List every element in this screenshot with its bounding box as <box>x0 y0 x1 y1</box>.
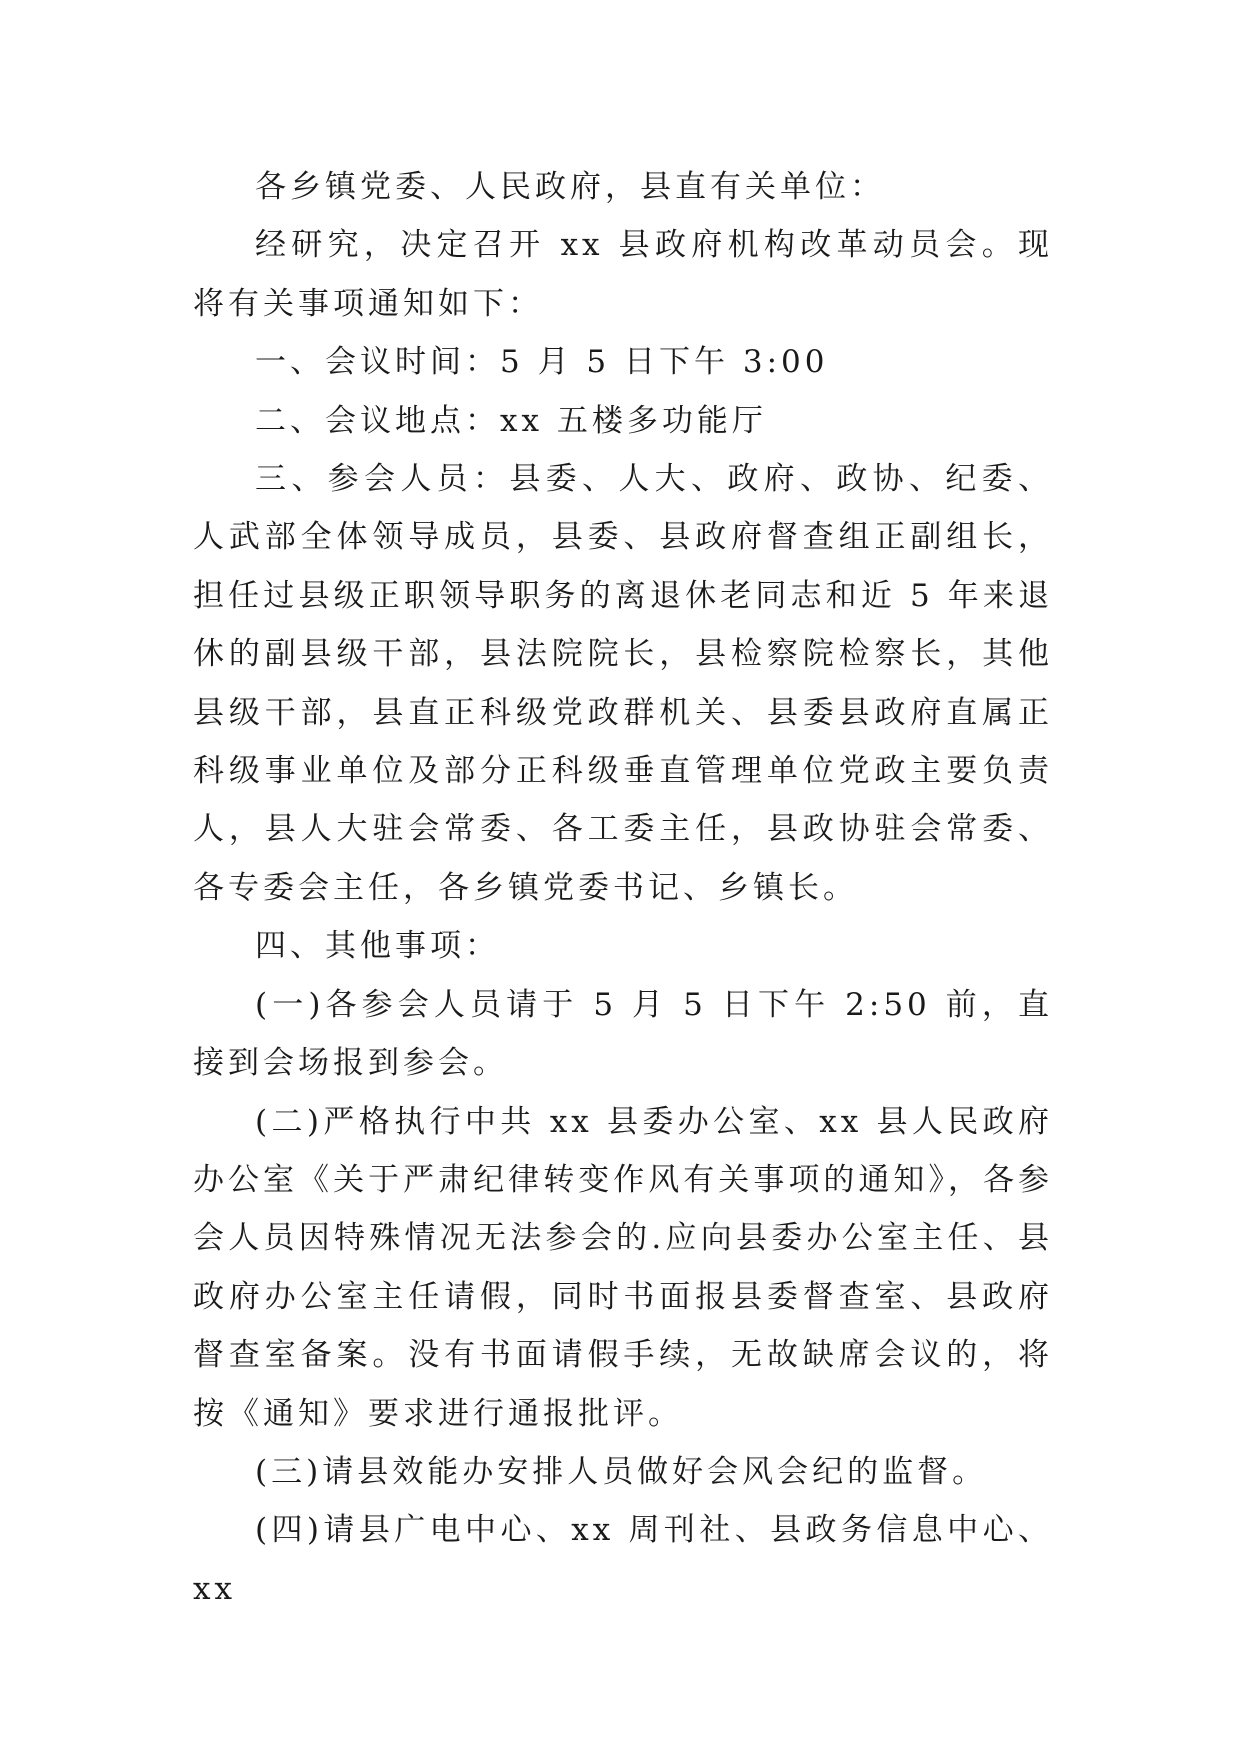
item-four: (四)请县广电中心、xx 周刊社、县政务信息中心、xx <box>193 1512 1053 1607</box>
intro-paragraph: 经研究，决定召开 xx 县政府机构改革动员会。现将有关事项通知如下： <box>193 227 1053 322</box>
item-three: (三)请县效能办安排人员做好会风会纪的监督。 <box>255 1453 988 1490</box>
salutation: 各乡镇党委、人民政府，县直有关单位： <box>255 169 885 205</box>
other-matters-heading: 四、其他事项： <box>255 928 500 965</box>
attendees-paragraph: 三、参会人员：县委、人大、政府、政协、纪委、人武部全体领导成员，县委、县政府督查组正副组长，担任过县级正职领导职务的离退休老同志和近 5 年来退休的副县级干部，县法院院长，县检察院检察长，其他县级干部，县直正科级党政群机关、县委县政府直属正科级事业单位及部分正科级垂直管理单位党政主要负责人，县人大驻会常委、各工委主任，县政协驻会常委、各专委会主任，各乡镇党委书记、乡镇长。 <box>193 461 1053 906</box>
document-body <box>193 158 1053 1618</box>
meeting-location: 二、会议地点：xx 五楼多功能厅 <box>255 402 767 439</box>
meeting-time: 一、会议时间：5 月 5 日下午 3:00 <box>255 344 829 381</box>
item-one: (一)各参会人员请于 5 月 5 日下午 2:50 前，直接到会场报到参会。 <box>193 986 1053 1082</box>
item-two: (二)严格执行中共 xx 县委办公室、xx 县人民政府办公室《关于严肃纪律转变作风有关事项的通知》，各参会人员因特殊情况无法参会的.应向县委办公室主任、县政府办公室主任请假，同时书面报县委督查室、县政府督查室备案。没有书面请假手续，无故缺席会议的，将按《通知》要求进行通报批评。 <box>193 1103 1053 1432</box>
